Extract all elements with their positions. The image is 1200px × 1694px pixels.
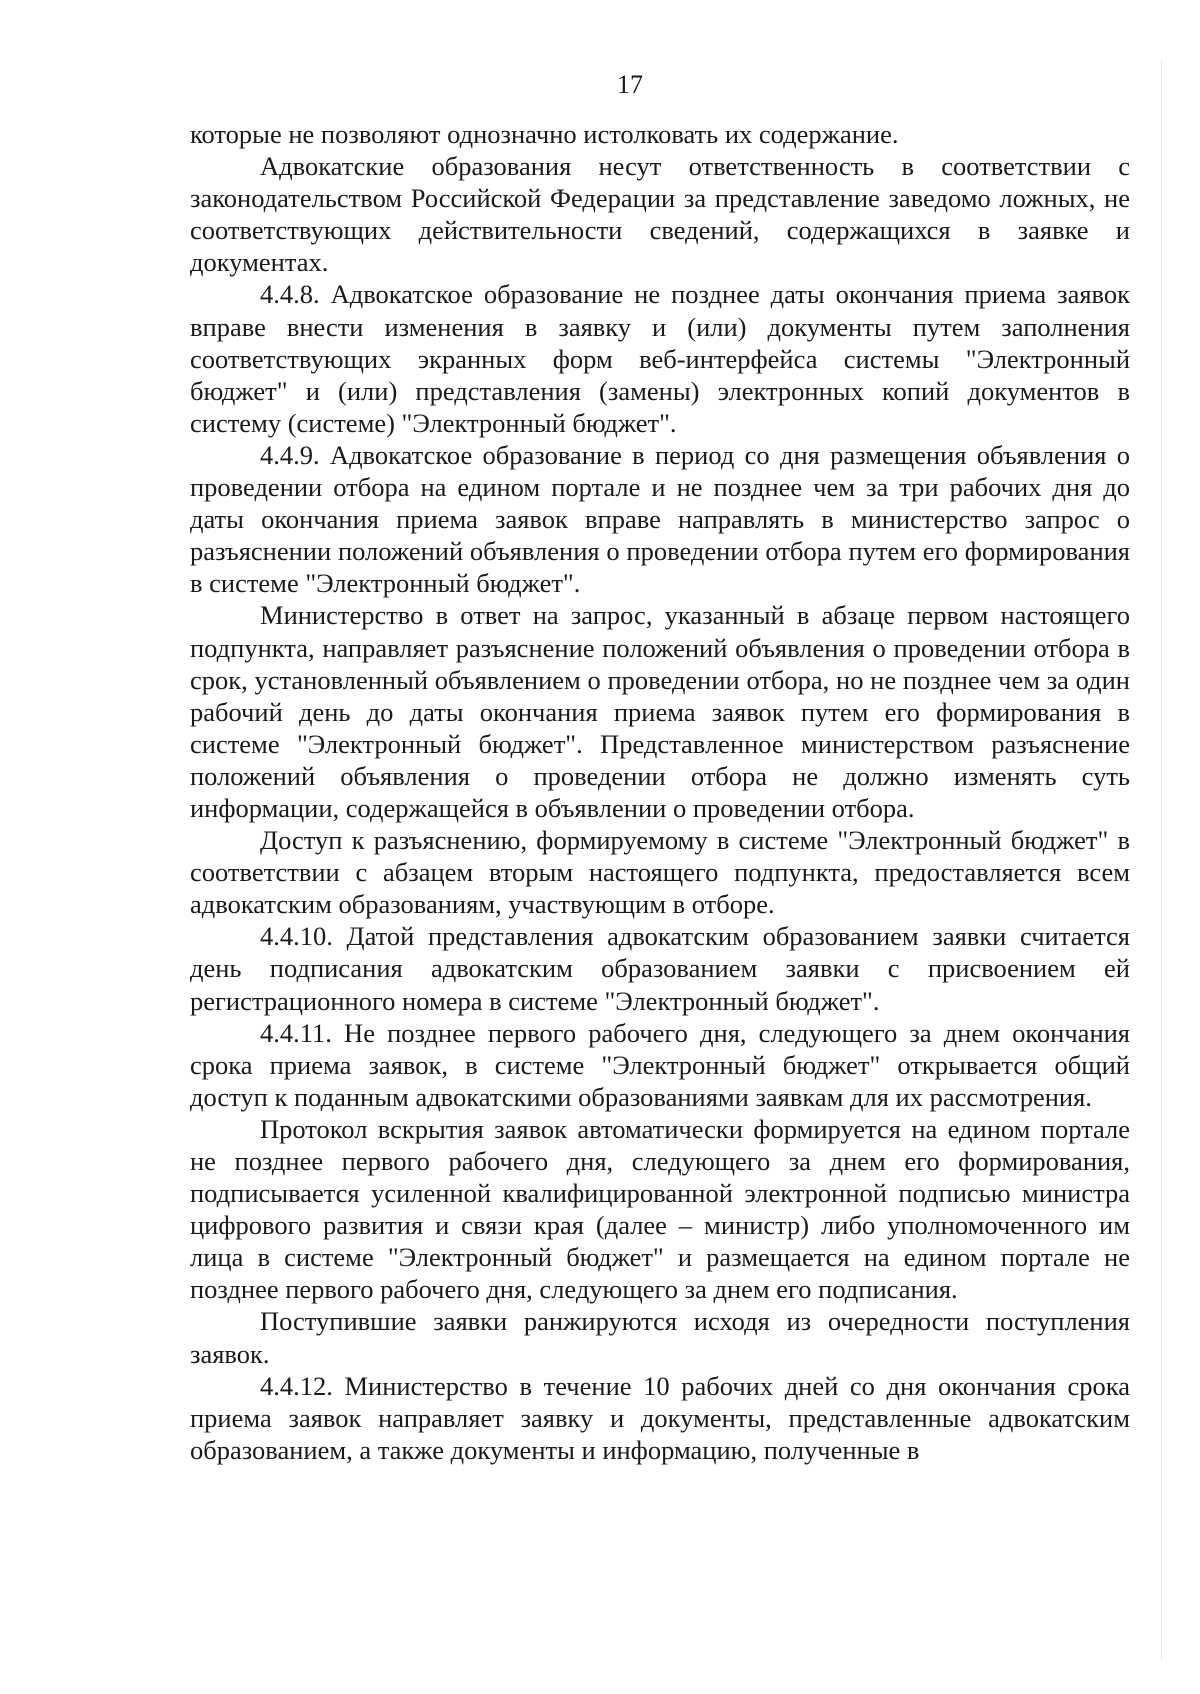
- paragraph: Доступ к разъяснению, формируемому в системе "Электронный бюджет" в соответствии с абзацем вторым настоящего подпункта, предоставляется всем адвокатским образованиям, участвующим в отборе.: [190, 825, 1130, 920]
- document-body: [190, 118, 1130, 1466]
- paragraph-4-4-8: 4.4.8. Адвокатское образование не позднее даты окончания приема заявок вправе внести изменения в заявку и (или) документы путем заполнения соответствующих экранных форм веб-интерфейса системы "Электронный бюджет" и (или) представления (замены) электронных копий документов в систему (системе) "Электронный бюджет".: [190, 279, 1130, 438]
- scan-edge-line: [1161, 60, 1162, 1660]
- paragraph-4-4-9: 4.4.9. Адвокатское образование в период со дня размещения объявления о проведении отбора на едином портале и не позднее чем за три рабочих дня до даты окончания приема заявок вправе направлять в министерство запрос о разъяснении положений объявления о проведении отбора путем его формирования в системе "Электронный бюджет".: [190, 439, 1130, 599]
- paragraph-4-4-12: 4.4.12. Министерство в течение 10 рабочих дней со дня окончания срока приема заявок направляет заявку и документы, представленные адвокатским образованием, а также документы и информацию, полученные в: [190, 1370, 1130, 1465]
- paragraph-4-4-11: 4.4.11. Не позднее первого рабочего дня, следующего за днем окончания срока приема заявок, в системе "Электронный бюджет" открывается общий доступ к поданным адвокатскими образованиями заявкам для их рассмотрения.: [190, 1017, 1130, 1112]
- paragraph: Протокол вскрытия заявок автоматически формируется на едином портале не позднее первого рабочего дня, следующего за днем его формирования, подписывается усиленной квалифицированной электронной подписью министра цифрового развития и связи края (далее – министр) либо уполномоченного им лица в системе "Электронный бюджет" и размещается на едином портале не позднее первого рабочего дня, следующего за днем его подписания.: [190, 1113, 1130, 1305]
- page-number: 17: [617, 70, 643, 99]
- paragraph: которые не позволяют однозначно истолковать их содержание.: [190, 119, 899, 149]
- paragraph: Адвокатские образования несут ответственность в соответствии с законодательством Российской Федерации за представление заведомо ложных, не соответствующих действительности сведений, содержащихся в заявке и документах.: [190, 151, 1130, 278]
- paragraph-4-4-10: 4.4.10. Датой представления адвокатским образованием заявки считается день подписания адвокатским образованием заявки с присвоением ей регистрационного номера в системе "Электронный бюджет".: [190, 921, 1130, 1016]
- paragraph: Поступившие заявки ранжируются исходя из очередности поступления заявок.: [190, 1306, 1130, 1369]
- paragraph: Министерство в ответ на запрос, указанный в абзаце первом настоящего подпункта, направляет разъяснение положений объявления о проведении отбора в срок, установленный объявлением о проведении отбора, но не позднее чем за один рабочий день до даты окончания приема заявок путем его формирования в системе "Электронный бюджет". Представленное министерством разъяснение положений объявления о проведении отбора не должно изменять суть информации, содержащейся в объявлении о проведении отбора.: [190, 600, 1130, 823]
